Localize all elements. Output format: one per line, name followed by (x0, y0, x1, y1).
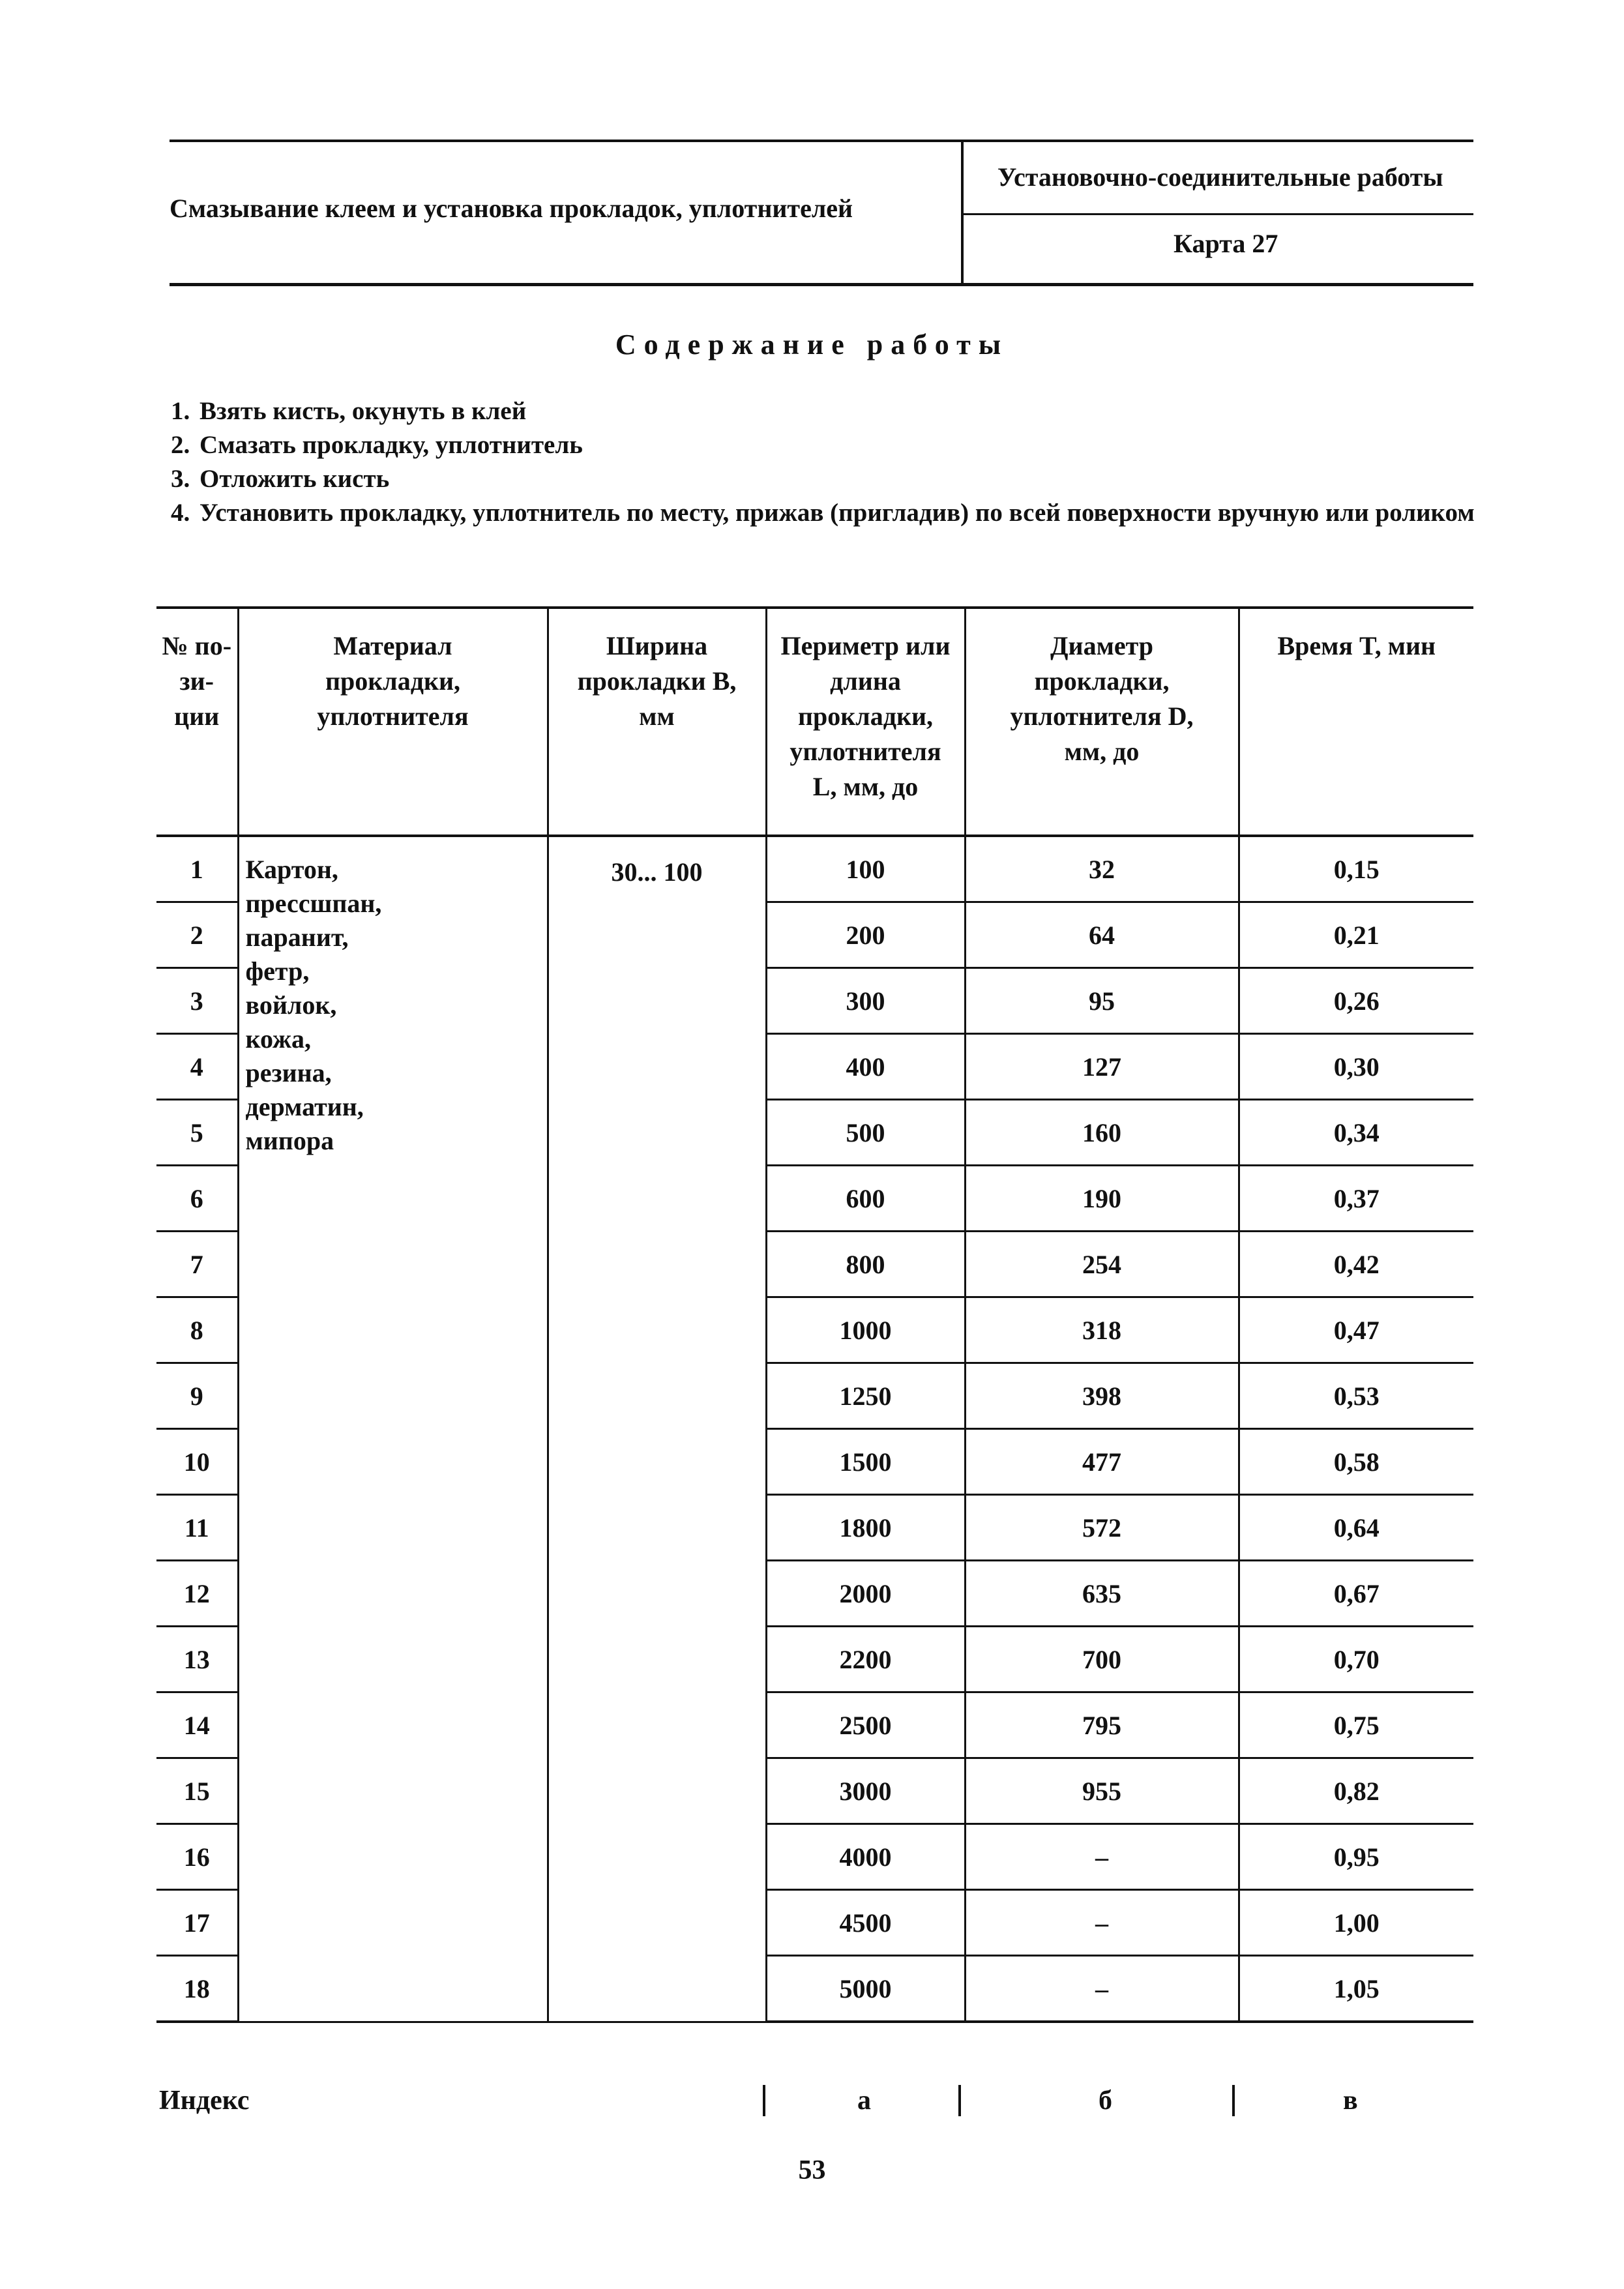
diameter-cell: 190 (965, 1166, 1239, 1232)
diameter-cell: 572 (965, 1495, 1239, 1561)
position-cell: 14 (156, 1692, 238, 1758)
position-cell: 6 (156, 1166, 238, 1232)
diameter-cell: 127 (965, 1034, 1239, 1100)
diameter-cell: 795 (965, 1692, 1239, 1758)
diameter-cell: 95 (965, 968, 1239, 1034)
time-cell: 0,53 (1239, 1363, 1473, 1429)
step-number: 1. (171, 397, 190, 425)
diameter-cell: 64 (965, 902, 1239, 968)
perimeter-cell: 1250 (766, 1363, 965, 1429)
time-cell: 0,70 (1239, 1627, 1473, 1692)
position-cell: 7 (156, 1232, 238, 1297)
header-vertical-rule (961, 140, 964, 284)
work-step (171, 428, 1475, 462)
table-header-row (156, 608, 1473, 836)
header-material: Материал прокладки, уплотнителя (238, 608, 548, 836)
time-cell: 0,34 (1239, 1100, 1473, 1166)
diameter-cell: 635 (965, 1561, 1239, 1627)
time-cell: 1,00 (1239, 1890, 1473, 1956)
time-cell: 0,21 (1239, 902, 1473, 968)
perimeter-cell: 600 (766, 1166, 965, 1232)
position-cell: 15 (156, 1758, 238, 1824)
position-cell: 11 (156, 1495, 238, 1561)
diameter-cell: 700 (965, 1627, 1239, 1692)
header-diameter: Диаметр прокладки, уплотнителя D, мм, до (965, 608, 1239, 836)
position-cell: 16 (156, 1824, 238, 1890)
time-cell: 1,05 (1239, 1956, 1473, 2022)
time-cell: 0,30 (1239, 1034, 1473, 1100)
perimeter-cell: 300 (766, 968, 965, 1034)
perimeter-cell: 2200 (766, 1627, 965, 1692)
material-item: кожа, (245, 1024, 312, 1054)
perimeter-cell: 5000 (766, 1956, 965, 2022)
material-item: войлок, (245, 990, 337, 1020)
step-text: Взять кисть, окунуть в клей (199, 397, 527, 425)
step-text: Установить прокладку, уплотнитель по месту, прижав (пригладив) по всей поверхности вручную или роликом (199, 499, 1475, 527)
diameter-cell: 398 (965, 1363, 1239, 1429)
diameter-cell: 477 (965, 1429, 1239, 1495)
material-cell (238, 836, 548, 2022)
work-section-label: Установочно-соединительные работы (997, 162, 1443, 192)
header-top-rule (170, 140, 1473, 142)
diameter-cell: – (965, 1824, 1239, 1890)
time-cell: 0,26 (1239, 968, 1473, 1034)
diameter-cell: 955 (965, 1758, 1239, 1824)
width-cell: 30... 100 (548, 836, 766, 2022)
work-steps-list (171, 394, 1475, 530)
perimeter-cell: 1500 (766, 1429, 965, 1495)
time-cell: 0,58 (1239, 1429, 1473, 1495)
index-perimeter: а (857, 2086, 871, 2116)
perimeter-cell: 3000 (766, 1758, 965, 1824)
header-bottom-rule (170, 283, 1473, 286)
time-cell: 0,64 (1239, 1495, 1473, 1561)
norms-table (156, 606, 1473, 2023)
header-right-divider (964, 213, 1473, 215)
perimeter-cell: 4500 (766, 1890, 965, 1956)
position-cell: 18 (156, 1956, 238, 2022)
position-cell: 8 (156, 1297, 238, 1363)
position-cell: 17 (156, 1890, 238, 1956)
time-cell: 0,75 (1239, 1692, 1473, 1758)
time-cell: 0,82 (1239, 1758, 1473, 1824)
position-cell: 10 (156, 1429, 238, 1495)
header-position: № по-зи-ции (156, 608, 238, 836)
position-cell: 13 (156, 1627, 238, 1692)
material-item: фетр, (245, 956, 310, 986)
perimeter-cell: 200 (766, 902, 965, 968)
header-perimeter: Периметр или длина прокладки, уплотнителя L, мм, до (766, 608, 965, 836)
position-cell: 1 (156, 836, 238, 902)
position-cell: 2 (156, 902, 238, 968)
material-item: прессшпан, (245, 889, 382, 918)
perimeter-cell: 1000 (766, 1297, 965, 1363)
index-diameter: б (1099, 2086, 1112, 2116)
index-label: Индекс (159, 2086, 250, 2116)
index-time: в (1343, 2086, 1358, 2116)
step-number: 3. (171, 465, 190, 493)
position-cell: 12 (156, 1561, 238, 1627)
index-divider (1232, 2085, 1235, 2116)
step-number: 4. (171, 499, 190, 527)
material-item: резина, (245, 1058, 332, 1087)
diameter-cell: – (965, 1890, 1239, 1956)
work-step (171, 394, 1475, 428)
diameter-cell: 318 (965, 1297, 1239, 1363)
time-cell: 0,42 (1239, 1232, 1473, 1297)
diameter-cell: 254 (965, 1232, 1239, 1297)
time-cell: 0,15 (1239, 836, 1473, 902)
perimeter-cell: 800 (766, 1232, 965, 1297)
header-width: Ширина прокладки B, мм (548, 608, 766, 836)
perimeter-cell: 500 (766, 1100, 965, 1166)
work-step (171, 462, 1475, 496)
time-cell: 0,47 (1239, 1297, 1473, 1363)
step-text: Отложить кисть (199, 465, 390, 493)
material-item: паранит, (245, 923, 349, 952)
perimeter-cell: 4000 (766, 1824, 965, 1890)
header-time: Время T, мин (1239, 608, 1473, 836)
index-divider (958, 2085, 961, 2116)
diameter-cell: – (965, 1956, 1239, 2022)
perimeter-cell: 2500 (766, 1692, 965, 1758)
step-text: Смазать прокладку, уплотнитель (199, 431, 583, 459)
diameter-cell: 160 (965, 1100, 1239, 1166)
perimeter-cell: 1800 (766, 1495, 965, 1561)
time-cell: 0,95 (1239, 1824, 1473, 1890)
material-item: дерматин, (245, 1092, 364, 1121)
page-number: 53 (798, 2155, 826, 2185)
document-title: Смазывание клеем и установка прокладок, уплотнителей (170, 194, 853, 223)
table-row (156, 836, 1473, 902)
material-item: Картон, (245, 855, 338, 884)
diameter-cell: 32 (965, 836, 1239, 902)
perimeter-cell: 100 (766, 836, 965, 902)
card-number: Карта 27 (1174, 229, 1278, 258)
work-step (171, 496, 1475, 530)
perimeter-cell: 2000 (766, 1561, 965, 1627)
time-cell: 0,37 (1239, 1166, 1473, 1232)
index-divider (763, 2085, 765, 2116)
step-number: 2. (171, 431, 190, 459)
perimeter-cell: 400 (766, 1034, 965, 1100)
position-cell: 9 (156, 1363, 238, 1429)
position-cell: 3 (156, 968, 238, 1034)
material-item: мипора (245, 1126, 334, 1155)
position-cell: 5 (156, 1100, 238, 1166)
position-cell: 4 (156, 1034, 238, 1100)
time-cell: 0,67 (1239, 1561, 1473, 1627)
content-title: Содержание работы (615, 329, 1009, 361)
